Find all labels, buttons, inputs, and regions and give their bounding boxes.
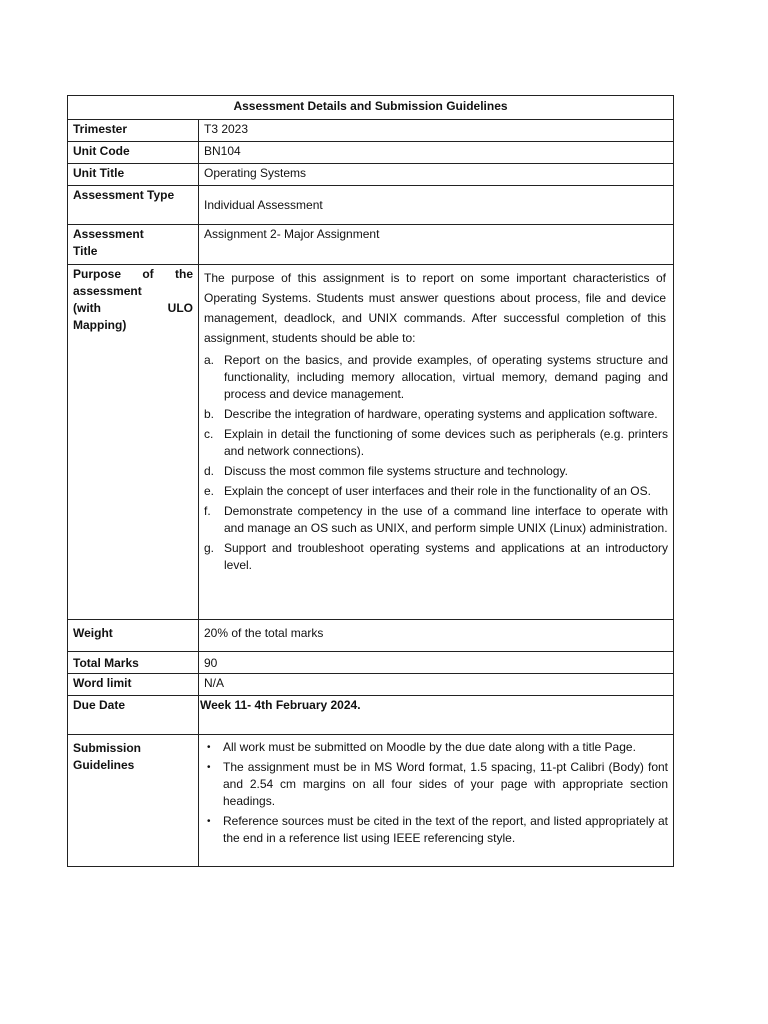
assessment-type-value: Individual Assessment [199,186,674,225]
list-item [204,503,668,537]
total-marks-label: Total Marks [68,652,199,674]
trimester-value: T3 2023 [199,120,674,142]
purpose-label-line2: assessment [73,284,142,298]
learning-outcomes-list [204,352,668,574]
assessment-title-label-line2: Title [73,244,98,258]
list-item-text: Reference sources must be cited in the text of the report, and listed appropriately at the end in a reference list using IEEE referencing style. [223,814,668,845]
list-marker: g. [204,541,215,555]
table-row [68,696,674,735]
weight-label: Weight [68,620,199,652]
table-row [68,735,674,867]
purpose-value [199,265,674,620]
list-marker: c. [204,427,214,441]
submission-label-line1: Submission [73,741,142,755]
table-row [68,674,674,696]
bullet: • [207,762,211,773]
table-row [68,186,674,225]
assessment-title-label-line1: Assessment [73,227,144,241]
list-item [204,463,668,480]
submission-value [199,735,674,867]
due-date-label: Due Date [68,696,199,735]
table-row [68,164,674,186]
list-item-text: Explain in detail the functioning of some devices such as peripherals (e.g. printers and network connections). [224,427,668,458]
list-item-text: Describe the integration of hardware, operating systems and application software. [224,407,658,421]
assessment-title-label [68,225,199,265]
purpose-label-line3: (with ULO [73,301,193,315]
assessment-title-value: Assignment 2- Major Assignment [199,225,674,265]
list-item-text: Support and troubleshoot operating systems and applications at an introductory level. [224,541,668,572]
table-row [68,652,674,674]
list-marker: b. [204,407,215,421]
purpose-intro: The purpose of this assignment is to report on some important characteristics of Operating Systems. Students must answer questions about process, file and device management, deadlock, and UNIX commands. After successful completion of this assignment, students should be able to: [204,271,666,345]
list-item [204,813,668,847]
unit-title-label: Unit Title [68,164,199,186]
list-item [204,426,668,460]
assessment-type-label: Assessment Type [68,186,199,225]
list-item-text: The assignment must be in MS Word format, 1.5 spacing, 11-pt Calibri (Body) font and 2.54 cm margins on all four sides of your page with appropriate section headings. [223,760,668,808]
submission-label [68,735,199,867]
list-item-text: Discuss the most common file systems structure and technology. [224,464,568,478]
table-title-row [68,96,674,120]
assessment-details-table [67,95,674,867]
unit-title-value: Operating Systems [199,164,674,186]
bullet: • [207,742,211,753]
purpose-label-line1: Purpose of the [73,267,193,281]
submission-guidelines-list [204,739,668,847]
list-item [204,406,668,423]
table-row [68,120,674,142]
list-item-text: Explain the concept of user interfaces and their role in the functionality of an OS. [224,484,651,498]
purpose-label [68,265,199,620]
table-row [68,620,674,652]
list-marker: e. [204,484,215,498]
word-limit-value: N/A [199,674,674,696]
due-date-value: Week 11- 4th February 2024. [199,696,674,735]
purpose-label-line4: Mapping) [73,318,127,332]
unit-code-label: Unit Code [68,142,199,164]
table-row [68,142,674,164]
list-marker: f. [204,504,211,518]
table-title: Assessment Details and Submission Guidelines [68,96,674,120]
list-item [204,759,668,810]
unit-code-value: BN104 [199,142,674,164]
list-marker: d. [204,464,215,478]
table-row [68,265,674,620]
total-marks-value: 90 [199,652,674,674]
list-marker: a. [204,353,215,367]
list-item [204,540,668,574]
bullet: • [207,816,211,827]
submission-label-line2: Guidelines [73,758,135,772]
list-item-text: Demonstrate competency in the use of a command line interface to operate with and manage an OS such as UNIX, and perform simple UNIX (Linux) administration. [224,504,668,535]
list-item-text: Report on the basics, and provide examples, of operating systems structure and functionality, including memory allocation, virtual memory, demand paging and process and device management. [224,353,668,401]
list-item [204,739,668,756]
list-item-text: All work must be submitted on Moodle by the due date along with a title Page. [223,740,636,754]
list-item [204,483,668,500]
table-row [68,225,674,265]
list-item [204,352,668,403]
weight-value: 20% of the total marks [199,620,674,652]
trimester-label: Trimester [68,120,199,142]
word-limit-label: Word limit [68,674,199,696]
